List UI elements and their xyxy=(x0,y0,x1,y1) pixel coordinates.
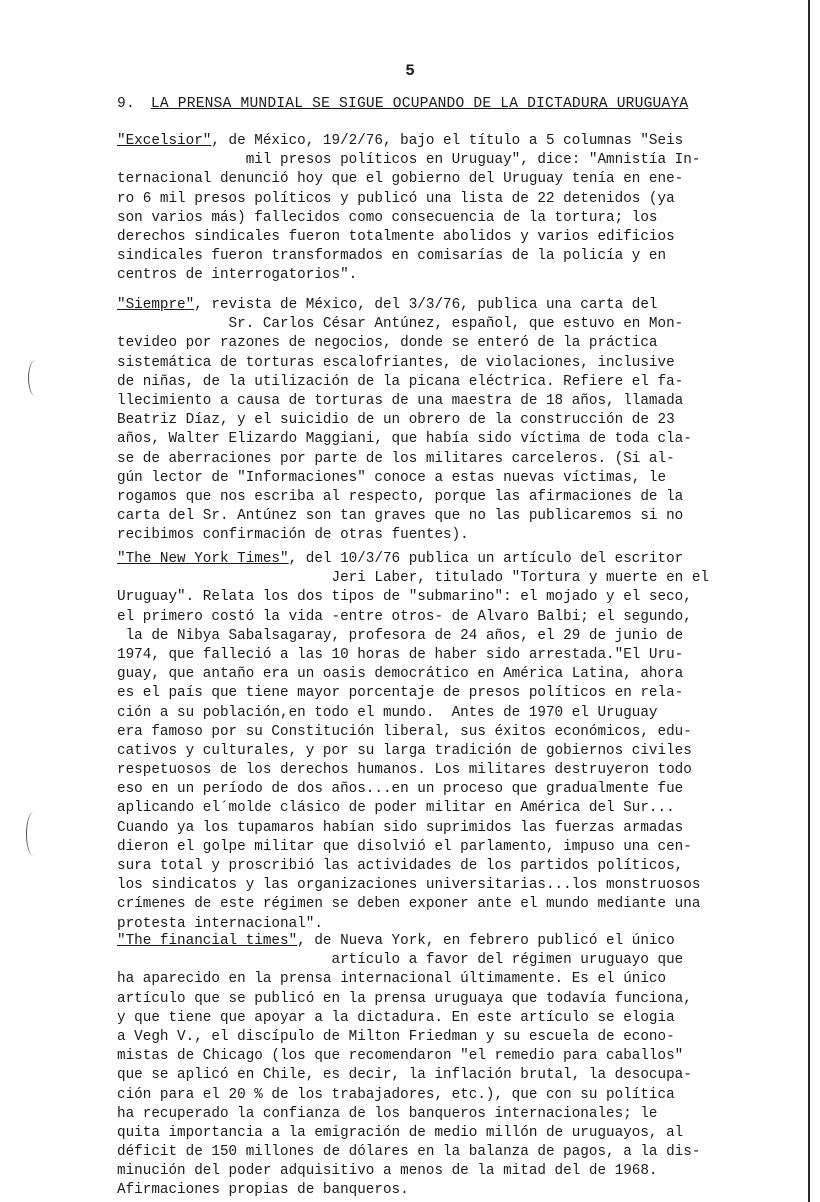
article-line: derechos sindicales fueron totalmente abolidos y varios edificios xyxy=(117,228,675,245)
article-line: crímenes de este régimen se deben exponer ante el mundo mediante una xyxy=(117,896,701,913)
article-line: recibimos confirmación de otras fuentes). xyxy=(117,527,469,544)
article-line: tevideo por razones de negocios, donde se enteró de la práctica xyxy=(117,335,658,352)
article-line: los sindicatos y las organizaciones universitarias...los monstruosos xyxy=(117,877,701,894)
article-source: "Excelsior" xyxy=(117,133,212,149)
article-line: son varios más) fallecidos como consecuencia de la tortura; los xyxy=(117,209,658,226)
article-line: centros de interrogatorios". xyxy=(117,267,358,284)
article-line: dieron el golpe militar que disolvió el parlamento, impuso una cen- xyxy=(117,838,692,855)
article-line: a Vegh V., el discípulo de Milton Friedman y su escuela de econo- xyxy=(117,1028,675,1045)
article-line: respetuosos de los derechos humanos. Los militares destruyeron todo xyxy=(117,762,692,779)
punch-hole-mark xyxy=(28,360,43,396)
article-source: "Siempre" xyxy=(117,297,195,313)
article-first-line xyxy=(117,932,777,951)
article-financial-times xyxy=(117,932,777,1201)
article-line: , revista de México, del 3/3/76, publica una carta del xyxy=(194,297,658,313)
article-line: , de Nueva York, en febrero publicó el único xyxy=(297,933,675,949)
article-line: cativos y culturales, y por su larga tradición de gobiernos civiles xyxy=(117,742,692,759)
article-line: artículo que se publicó en la prensa uruguaya que todavía funciona, xyxy=(117,990,692,1007)
article-line: ro 6 mil presos políticos y publicó una lista de 22 detenidos (ya xyxy=(117,190,675,207)
article-line: , del 10/3/76 publica un artículo del escritor xyxy=(288,551,684,567)
article-source: "The New York Times" xyxy=(117,551,289,567)
article-siempre xyxy=(117,296,777,545)
section-title: LA PRENSA MUNDIAL SE SIGUE OCUPANDO DE LA DICTADURA URUGUAYA xyxy=(150,96,689,112)
article-line: sistemática de torturas escalofriantes, de violaciones, inclusive xyxy=(117,354,675,371)
article-line: es el país que tiene mayor porcentaje de presos políticos en rela- xyxy=(117,685,684,702)
article-line: ternacional denunció hoy que el gobierno del Uruguay tenía en ene- xyxy=(117,171,684,188)
article-line: déficit de 150 millones de dólares en la balanza de pagos, a la dis- xyxy=(117,1144,701,1161)
section-number: 9. xyxy=(117,96,135,112)
article-line: se de aberraciones por parte de los militares carceleros. (Si al- xyxy=(117,450,675,467)
punch-hole-mark xyxy=(26,812,41,856)
article-line: Uruguay". Relata los dos tipos de "submarino": el mojado y el seco, xyxy=(117,589,692,606)
article-line: ha recuperado la confianza de los banqueros internacionales; le xyxy=(117,1105,658,1122)
article-line: 1974, que falleció a las 10 horas de haber sido arrestada."El Uru- xyxy=(117,646,684,663)
article-line: la de Nibya Sabalsagaray, profesora de 24 años, el 29 de junio de xyxy=(117,627,684,644)
article-first-line xyxy=(117,296,777,315)
article-line: ción a su población,en todo el mundo. Antes de 1970 el Uruguay xyxy=(117,704,658,721)
article-line: era famoso por su Constitución liberal, sus éxitos económicos, edu- xyxy=(117,723,692,740)
article-line: ción para el 20 % de los trabajadores, etc.), que con su política xyxy=(117,1086,675,1103)
article-line: sindicales fueron transformados en comisarías de la policía y en xyxy=(117,248,667,265)
article-line: que se aplicó en Chile, es decir, la inflación brutal, la desocupa- xyxy=(117,1067,692,1084)
article-excelsior xyxy=(117,132,777,286)
article-new-york-times xyxy=(117,550,777,934)
article-line: y que tiene que apoyar a la dictadura. En este artículo se elogia xyxy=(117,1009,675,1026)
article-line: ha aparecido en la prensa internacional últimamente. Es el único xyxy=(117,971,667,988)
article-line: Beatriz Díaz, y el suicidio de un obrero de la construcción de 23 xyxy=(117,412,675,429)
article-first-line xyxy=(117,132,777,151)
article-line: artículo a favor del régimen uruguayo que xyxy=(117,952,684,969)
page-edge-line xyxy=(808,0,810,1202)
article-line: sura total y proscribió las actividades de los partidos políticos, xyxy=(117,858,684,874)
article-line: quita importancia a la emigración de medio millón de uruguayos, al xyxy=(117,1124,684,1141)
article-first-line xyxy=(117,550,777,569)
article-line: de niñas, de la utilización de la picana eléctrica. Refiere el fa- xyxy=(117,373,684,390)
article-line: carta del Sr. Antúnez son tan graves que no las publicaremos si no xyxy=(117,508,684,525)
article-line: eso en un período de dos años...en un proceso que gradualmente fue xyxy=(117,781,684,798)
article-line: minución del poder adquisitivo a menos de la mitad del de 1968. xyxy=(117,1163,658,1180)
article-line: mil presos políticos en Uruguay", dice: "Amnistía In- xyxy=(117,152,701,169)
article-line: mistas de Chicago (los que recomendaron "el remedio para caballos" xyxy=(117,1048,684,1065)
section-heading xyxy=(117,96,757,112)
article-line: aplicando el´molde clásico de poder militar en América del Sur... xyxy=(117,800,675,817)
article-line: protesta internacional". xyxy=(117,915,323,932)
article-line: Cuando ya los tupamaros habían sido suprimidos las fuerzas armadas xyxy=(117,819,684,836)
article-line: el primero costó la vida -entre otros- de Alvaro Balbi; el segundo, xyxy=(117,608,692,625)
article-source: "The financial times" xyxy=(117,933,298,949)
article-line: , de México, 19/2/76, bajo el título a 5 columnas "Seis xyxy=(211,133,684,149)
article-line: rogamos que nos escriba al respecto, porque las afirmaciones de la xyxy=(117,488,684,505)
article-line: Jeri Laber, titulado "Tortura y muerte en el xyxy=(117,570,709,587)
article-line: llecimiento a causa de torturas de una maestra de 18 años, llamada xyxy=(117,392,684,409)
article-line: Sr. Carlos César Antúnez, español, que estuvo en Mon- xyxy=(117,316,684,333)
article-line: gún lector de "Informaciones" conoce a estas nuevas víctimas, le xyxy=(117,469,667,486)
article-line: años, Walter Elizardo Maggiani, que había sido víctima de toda cla- xyxy=(117,431,692,448)
article-line: Afirmaciones propias de banqueros. xyxy=(117,1182,409,1199)
article-line: guay, que antaño era un oasis democrático en América Latina, ahora xyxy=(117,666,684,683)
page-number: 5 xyxy=(405,62,415,80)
